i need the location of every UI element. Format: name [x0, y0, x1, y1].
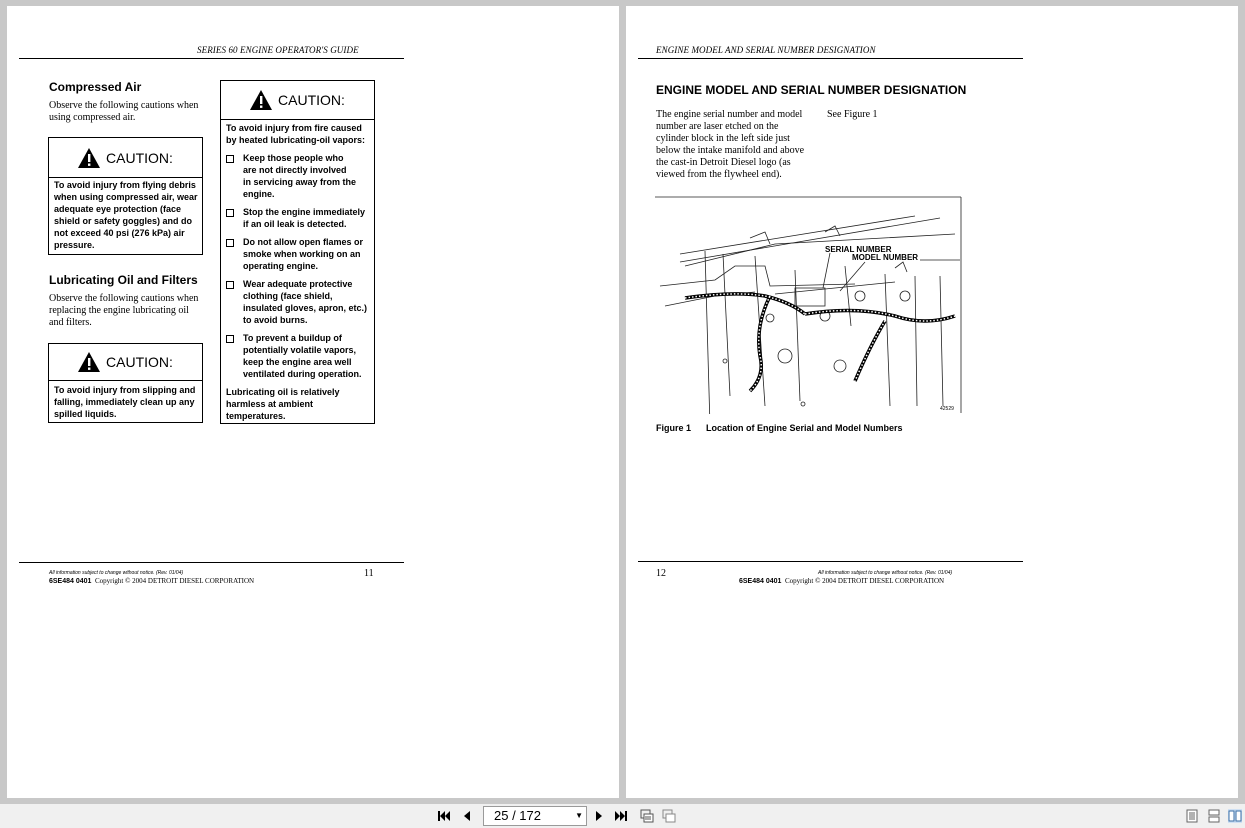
- caution-line: not exceed 40 psi (276 kPa) air: [54, 228, 185, 238]
- body-line: replacing the engine lubricating oil: [49, 305, 189, 316]
- engine-illustration: [655, 196, 962, 414]
- caution-line: pressure.: [54, 240, 95, 250]
- figure-caption-number: Figure 1: [656, 423, 692, 433]
- model-number-label: MODEL NUMBER: [852, 253, 919, 262]
- bullet-line: insulated gloves, apron, etc.): [243, 303, 368, 313]
- continuous-view-icon[interactable]: [640, 809, 654, 823]
- caution-line: falling, immediately clean up any: [54, 397, 195, 407]
- bullet-line: smoke when working on an: [243, 249, 361, 259]
- bullet-line: ventilated during operation.: [243, 369, 362, 379]
- previous-page-icon[interactable]: [460, 809, 474, 823]
- caution-line: spilled liquids.: [54, 409, 117, 419]
- caution-line: when using compressed air, wear: [54, 192, 198, 202]
- caution-box-oil-vapors: [220, 80, 375, 424]
- body-line: using compressed air.: [49, 112, 136, 123]
- section-body-compressed-air: [49, 100, 198, 124]
- page-number-select[interactable]: [483, 806, 587, 826]
- caution-bullet: [226, 206, 368, 230]
- first-page-icon[interactable]: [437, 809, 451, 823]
- caution-outro: [226, 386, 370, 422]
- book-view-icon[interactable]: [1228, 809, 1242, 823]
- footer-rule: [19, 562, 404, 563]
- warning-icon: [250, 90, 272, 110]
- right-page: [626, 6, 1238, 798]
- body-line: and filters.: [49, 317, 92, 328]
- see-figure-reference: See Figure 1: [827, 109, 878, 120]
- bullet-line: potentially volatile vapors,: [243, 345, 357, 355]
- caution-line: shield or safety goggles) and do: [54, 216, 193, 226]
- running-header: SERIES 60 ENGINE OPERATOR'S GUIDE: [197, 45, 359, 55]
- caution-line: temperatures.: [226, 411, 286, 421]
- caution-line: Lubricating oil is relatively: [226, 387, 340, 397]
- caution-line: adequate eye protection (face: [54, 204, 182, 214]
- viewer-toolbar: [0, 804, 1245, 828]
- caution-label: CAUTION:: [278, 92, 345, 108]
- caution-bullet: [226, 236, 368, 272]
- header-rule: [638, 58, 1023, 59]
- body-line: Observe the following cautions when: [49, 100, 199, 111]
- bullet-line: clothing (face shield,: [243, 291, 333, 301]
- bullet-line: To prevent a buildup of: [243, 333, 342, 343]
- two-page-icon[interactable]: [1207, 809, 1221, 823]
- bullet-line: Do not allow open flames or: [243, 237, 364, 247]
- bullet-line: in servicing away from the: [243, 177, 357, 187]
- body-paragraph: [656, 109, 804, 181]
- caution-header: [49, 138, 202, 178]
- bullet-line: Keep those people who: [243, 153, 344, 163]
- page-number: 11: [364, 568, 374, 579]
- bullet-line: to avoid burns.: [243, 315, 308, 325]
- footer-notice: All information subject to change without notice. (Rev. 01/04): [49, 570, 184, 576]
- caution-text: [54, 179, 198, 251]
- warning-icon: [78, 352, 100, 372]
- body-line: cylinder block in the left side just: [656, 133, 790, 144]
- caution-label: CAUTION:: [106, 354, 173, 370]
- warning-icon: [78, 148, 100, 168]
- copyright-text: Copyright © 2004 DETROIT DIESEL CORPORATION: [784, 577, 945, 585]
- bullet-box-icon: [226, 335, 234, 343]
- doc-code: 6SE484 0401: [739, 578, 782, 585]
- caution-line: harmless at ambient: [226, 399, 314, 409]
- bullet-line: Wear adequate protective: [243, 279, 353, 289]
- caution-line: by heated lubricating-oil vapors:: [226, 135, 366, 145]
- caution-box-slipping: [48, 343, 203, 423]
- next-page-icon[interactable]: [592, 809, 606, 823]
- footer-notice: All information subject to change without notice. (Rev. 01/04): [818, 570, 953, 576]
- facing-pages-icon[interactable]: [662, 809, 676, 823]
- caution-line: To avoid injury from fire caused: [226, 123, 362, 133]
- page-indicator: 25 / 172: [494, 808, 541, 823]
- bullet-box-icon: [226, 281, 234, 289]
- body-line: Observe the following cautions when: [49, 293, 199, 304]
- doc-code: 6SE484 0401: [49, 578, 92, 585]
- bullet-box-icon: [226, 155, 234, 163]
- chevron-down-icon: ▼: [575, 811, 583, 820]
- caution-line: To avoid injury from flying debris: [54, 180, 196, 190]
- caution-intro: [226, 122, 370, 146]
- engine-figure: [655, 196, 962, 414]
- page-title: ENGINE MODEL AND SERIAL NUMBER DESIGNATION: [656, 83, 967, 97]
- bullet-box-icon: [226, 209, 234, 217]
- footer-rule: [638, 561, 1023, 562]
- caution-text: [54, 384, 198, 420]
- section-title-lubricating-oil: Lubricating Oil and Filters: [49, 273, 198, 287]
- body-line: below the intake manifold and above: [656, 145, 805, 156]
- figure-id: 42529: [940, 406, 954, 412]
- running-header: ENGINE MODEL AND SERIAL NUMBER DESIGNATION: [656, 45, 876, 55]
- footer-copyright-line: [739, 577, 944, 585]
- bullet-box-icon: [226, 239, 234, 247]
- footer-copyright-line: [49, 577, 254, 585]
- caution-bullet: [226, 278, 368, 326]
- copyright-text: Copyright © 2004 DETROIT DIESEL CORPORATION: [94, 577, 255, 585]
- bullet-line: if an oil leak is detected.: [243, 219, 347, 229]
- caution-header: [49, 344, 202, 381]
- caution-line: To avoid injury from slipping and: [54, 385, 196, 395]
- figure-caption-text: Location of Engine Serial and Model Numbers: [706, 423, 903, 433]
- body-line: the cast-in Detroit Diesel logo (as: [656, 157, 791, 168]
- body-line: The engine serial number and model: [656, 109, 803, 120]
- bullet-line: Stop the engine immediately: [243, 207, 366, 217]
- bullet-line: operating engine.: [243, 261, 319, 271]
- serial-number-label: SERIAL NUMBER: [825, 245, 892, 254]
- caution-header: [221, 81, 374, 120]
- body-line: number are laser etched on the: [656, 121, 779, 132]
- caution-bullet: [226, 332, 368, 380]
- header-rule: [19, 58, 404, 59]
- body-line: viewed from the flywheel end).: [656, 169, 782, 180]
- bullet-line: engine.: [243, 189, 275, 199]
- last-page-icon[interactable]: [614, 809, 628, 823]
- bullet-line: keep the engine area well: [243, 357, 352, 367]
- caution-box-compressed-air: [48, 137, 203, 255]
- single-page-icon[interactable]: [1185, 809, 1199, 823]
- caution-bullet: [226, 152, 368, 200]
- left-page: [7, 6, 619, 798]
- page-number: 12: [656, 568, 666, 579]
- section-body-lubricating-oil: [49, 293, 198, 329]
- bullet-line: are not directly involved: [243, 165, 347, 175]
- caution-label: CAUTION:: [106, 149, 173, 166]
- section-title-compressed-air: Compressed Air: [49, 80, 142, 94]
